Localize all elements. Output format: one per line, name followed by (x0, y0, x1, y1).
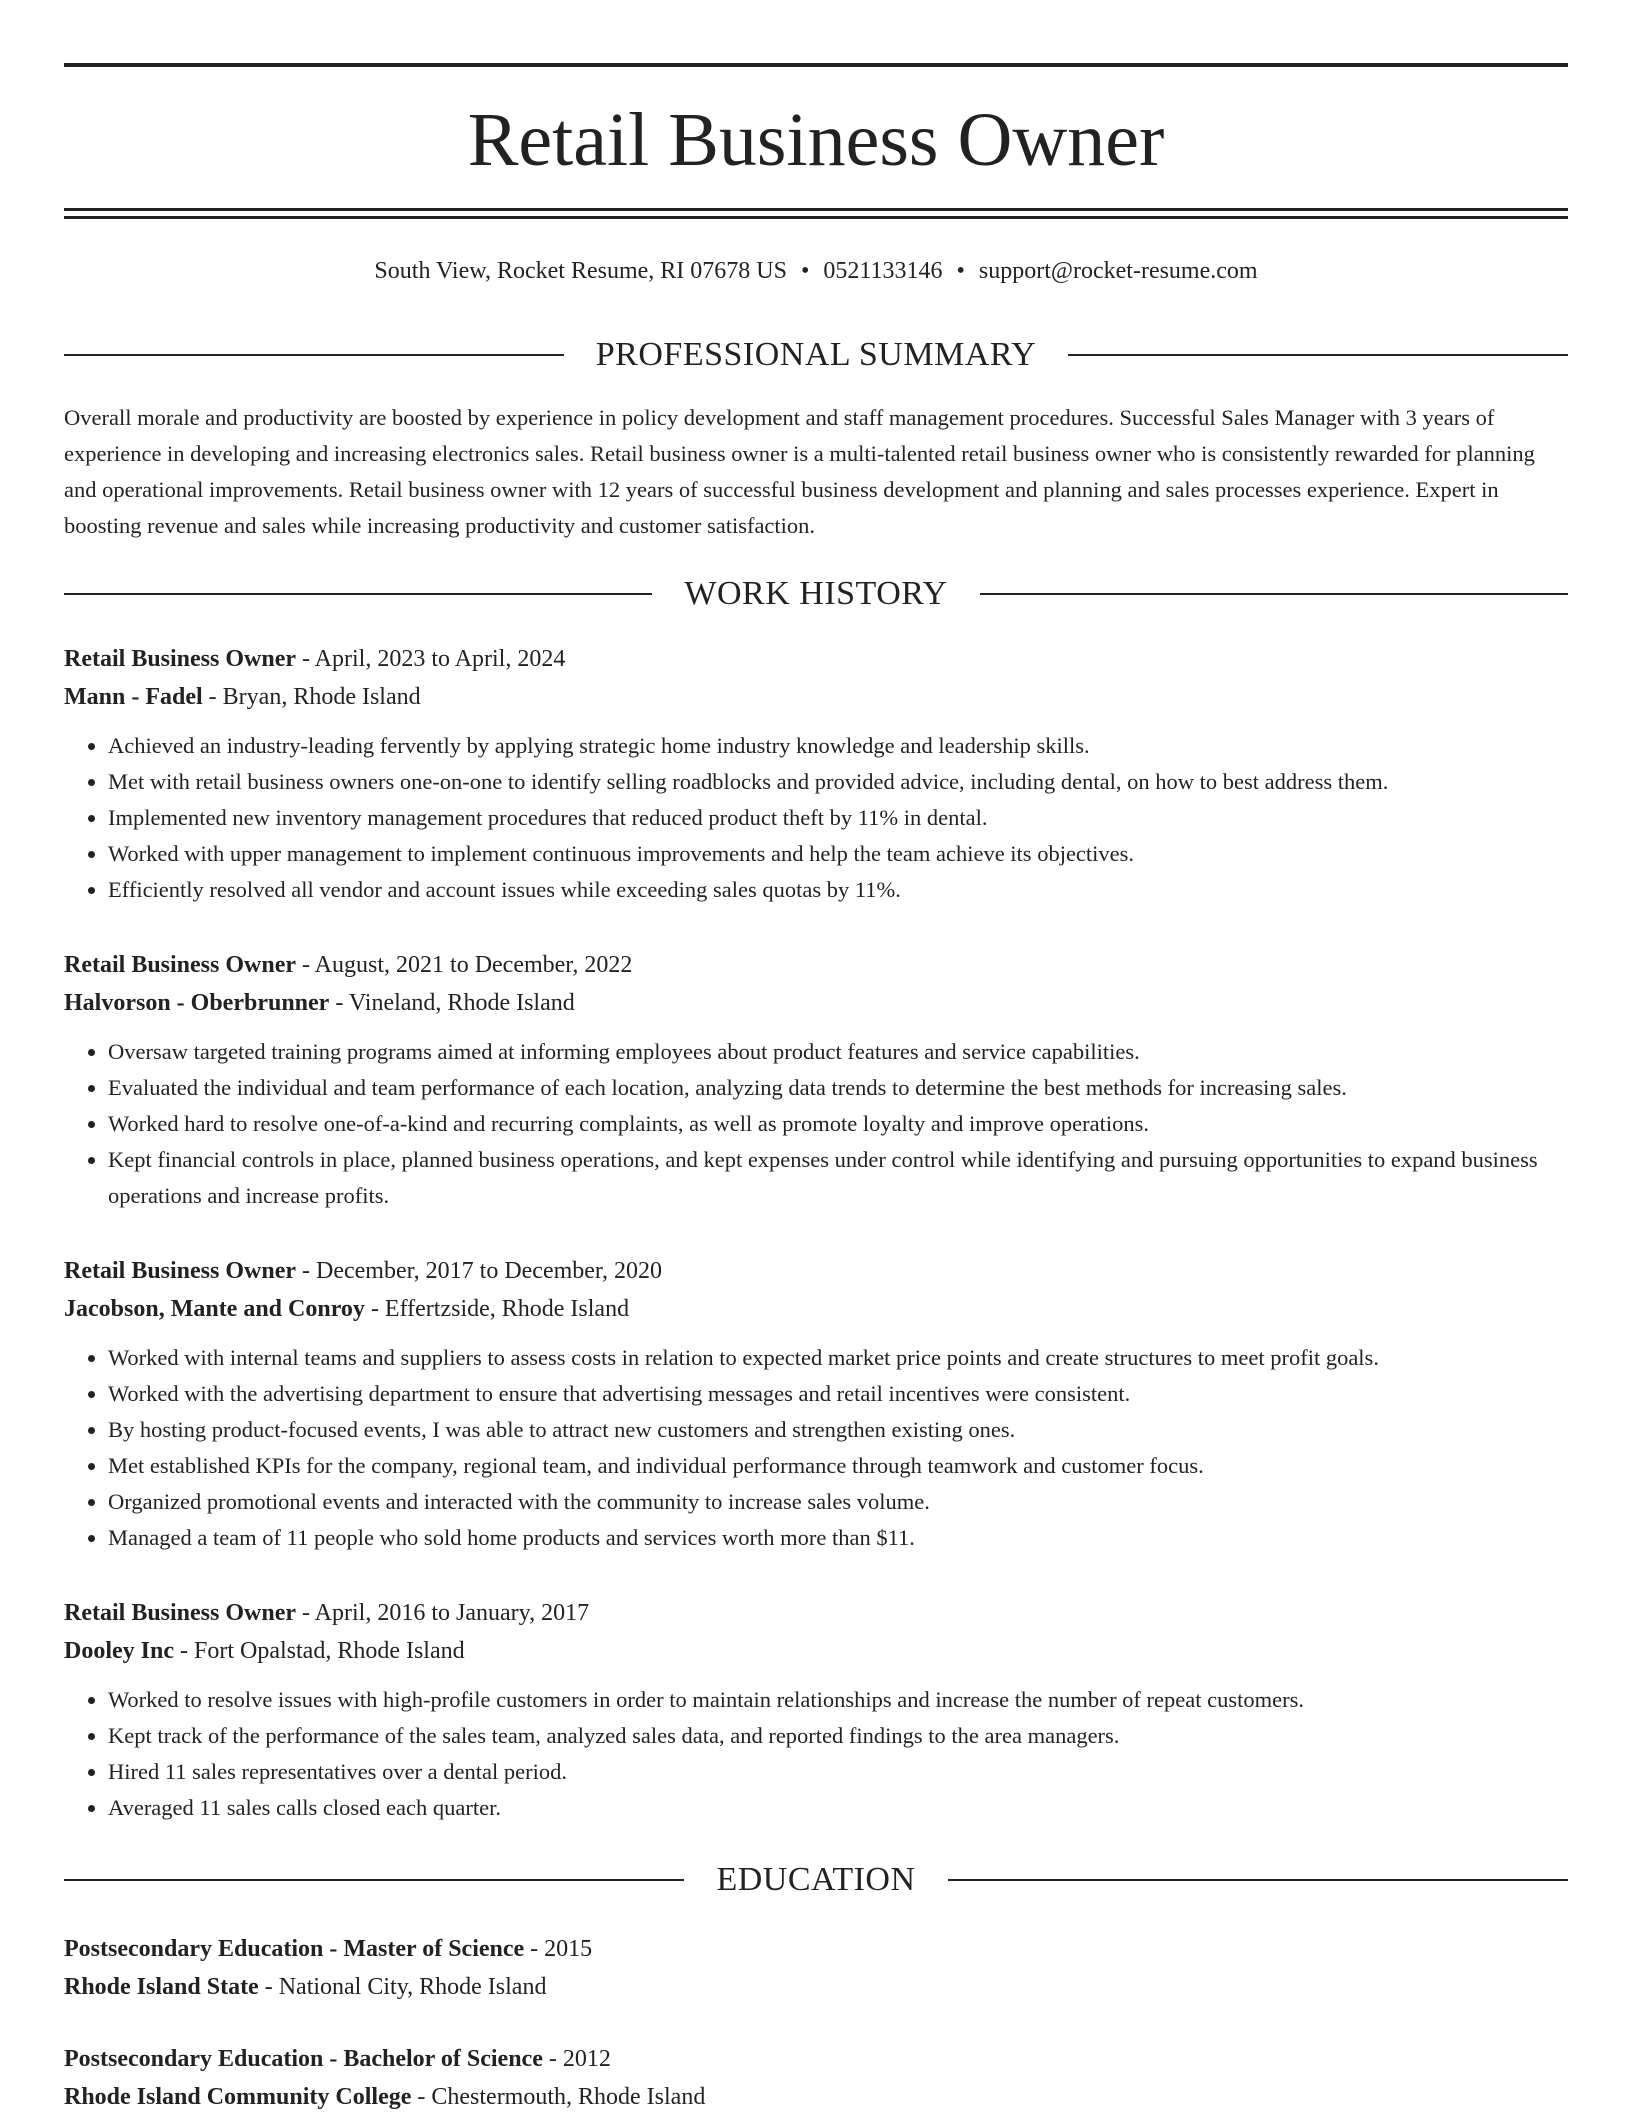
job-title-line (64, 640, 1568, 678)
job-bullets (64, 1034, 1568, 1214)
job-company: Mann - Fadel (64, 684, 203, 710)
job-bullet: • Managed a team of 11 people who sold home products and services worth more than $11. (108, 1520, 1568, 1556)
section-title: EDUCATION (716, 1861, 916, 1898)
education-school-line (64, 2078, 1568, 2116)
job-entry (64, 1252, 1568, 1556)
resume-name: Retail Business Owner (467, 98, 1165, 182)
job-dates: - December, 2017 to December, 2020 (296, 1258, 662, 1284)
job-location: - Vineland, Rhode Island (329, 990, 575, 1016)
job-dates: - August, 2021 to December, 2022 (296, 952, 633, 978)
contact-separator: • (956, 258, 965, 284)
job-dates: - April, 2023 to April, 2024 (296, 646, 566, 672)
job-bullet: • Worked to resolve issues with high-profile customers in order to maintain relationships and increase the number of repeat customers. (108, 1682, 1568, 1718)
education-location: - National City, Rhode Island (258, 1974, 547, 2000)
education-school: Rhode Island State (64, 1974, 259, 2000)
section-heading-education (64, 1858, 1568, 1902)
job-title-line (64, 1594, 1568, 1632)
heading-line (64, 1879, 684, 1881)
job-location: - Fort Opalstad, Rhode Island (174, 1638, 465, 1664)
contact-separator: • (800, 258, 810, 284)
job-entry (64, 640, 1568, 908)
job-title: Retail Business Owner (64, 1600, 297, 1626)
job-bullet: • Worked hard to resolve one-of-a-kind and recurring complaints, as well as promote loyalty and improve operations. (108, 1106, 1568, 1142)
education-entry (64, 1930, 1568, 2006)
job-entry (64, 946, 1568, 1214)
job-entry (64, 1594, 1568, 1826)
job-bullets (64, 1340, 1568, 1556)
job-company: Jacobson, Mante and Conroy (64, 1296, 365, 1322)
job-bullet: • Met established KPIs for the company, regional team, and individual performance through teamwork and customer focus. (108, 1448, 1568, 1484)
education-degree-line (64, 2040, 1568, 2078)
job-company-line (64, 984, 1568, 1022)
job-company-line (64, 678, 1568, 716)
contact-line (64, 254, 1568, 288)
job-dates: - April, 2016 to January, 2017 (296, 1600, 590, 1626)
job-bullets (64, 728, 1568, 908)
education-entry (64, 2040, 1568, 2116)
header-bottom-rule-2 (64, 216, 1568, 219)
job-title: Retail Business Owner (64, 1258, 297, 1284)
professional-summary: Overall morale and productivity are boosted by experience in policy development and staff management procedures. Successful Sales Manager with 3 years of experience in developing and increasing electronics sales. Retail business owner is a multi-talented retail business owner who is consistently rewarded for planning and operational improvements. Retail business owner with 12 years of successful business development and planning and sales processes experience. Expert in boosting revenue and sales while increasing productivity and customer satisfaction. (64, 405, 1535, 538)
job-bullet: • Evaluated the individual and team performance of each location, analyzing data trends to determine the best methods for increasing sales. (108, 1070, 1568, 1106)
job-title: Retail Business Owner (64, 646, 297, 672)
job-title-line (64, 946, 1568, 984)
section-title: WORK HISTORY (684, 575, 948, 612)
section-title: PROFESSIONAL SUMMARY (595, 336, 1037, 373)
heading-line (980, 593, 1568, 595)
heading-line (948, 1879, 1568, 1881)
job-bullet: • Organized promotional events and interacted with the community to increase sales volume. (108, 1484, 1568, 1520)
job-bullets (64, 1682, 1568, 1826)
job-bullet: • By hosting product-focused events, I was able to attract new customers and strengthen existing ones. (108, 1412, 1568, 1448)
job-bullet: • Oversaw targeted training programs aimed at informing employees about product features and service capabilities. (108, 1034, 1568, 1070)
contact-address: South View, Rocket Resume, RI 07678 US (374, 258, 787, 284)
job-title-line (64, 1252, 1568, 1290)
header-top-rule (64, 63, 1568, 67)
heading-line (64, 593, 652, 595)
education-school: Rhode Island Community College (64, 2084, 412, 2110)
section-heading-work-history (64, 572, 1568, 616)
job-bullet: • Implemented new inventory management procedures that reduced product theft by 11% in dental. (108, 800, 1568, 836)
job-title: Retail Business Owner (64, 952, 297, 978)
job-company: Dooley Inc (64, 1638, 174, 1664)
job-bullet: • Worked with upper management to implement continuous improvements and help the team achieve its objectives. (108, 836, 1568, 872)
education-location: - Chestermouth, Rhode Island (411, 2084, 706, 2110)
section-heading-summary (64, 333, 1568, 377)
job-location: - Bryan, Rhode Island (202, 684, 421, 710)
job-bullet: • Met with retail business owners one-on-one to identify selling roadblocks and provided advice, including dental, on how to best address them. (108, 764, 1568, 800)
job-bullet: • Worked with internal teams and suppliers to assess costs in relation to expected market price points and create structures to meet profit goals. (108, 1340, 1568, 1376)
job-company: Halvorson - Oberbrunner (64, 990, 330, 1016)
education-degree: Postsecondary Education - Master of Science (64, 1936, 525, 1962)
education-school-line (64, 1968, 1568, 2006)
job-bullet: • Kept track of the performance of the sales team, analyzed sales data, and reported findings to the area managers. (108, 1718, 1568, 1754)
job-bullet: • Hired 11 sales representatives over a dental period. (108, 1754, 1568, 1790)
header-bottom-rule (64, 208, 1568, 211)
education-year: - 2015 (524, 1936, 593, 1962)
job-company-line (64, 1290, 1568, 1328)
job-bullet: • Worked with the advertising department to ensure that advertising messages and retail incentives were consistent. (108, 1376, 1568, 1412)
heading-line (1068, 354, 1568, 356)
heading-line (64, 354, 564, 356)
job-bullet: • Averaged 11 sales calls closed each quarter. (108, 1790, 1568, 1826)
job-location: - Effertzside, Rhode Island (364, 1296, 630, 1322)
job-bullet: • Kept financial controls in place, planned business operations, and kept expenses under control while identifying and pursuing opportunities to expand business operations and increase profits. (108, 1142, 1568, 1214)
contact-phone: 0521133146 (823, 258, 943, 284)
education-year: - 2012 (542, 2046, 611, 2072)
job-company-line (64, 1632, 1568, 1670)
contact-email: support@rocket-resume.com (978, 258, 1258, 284)
job-bullet: • Achieved an industry-leading fervently by applying strategic home industry knowledge and leadership skills. (108, 728, 1568, 764)
education-degree-line (64, 1930, 1568, 1968)
education-degree: Postsecondary Education - Bachelor of Science (64, 2046, 543, 2072)
job-bullet: • Efficiently resolved all vendor and account issues while exceeding sales quotas by 11%. (108, 872, 1568, 908)
